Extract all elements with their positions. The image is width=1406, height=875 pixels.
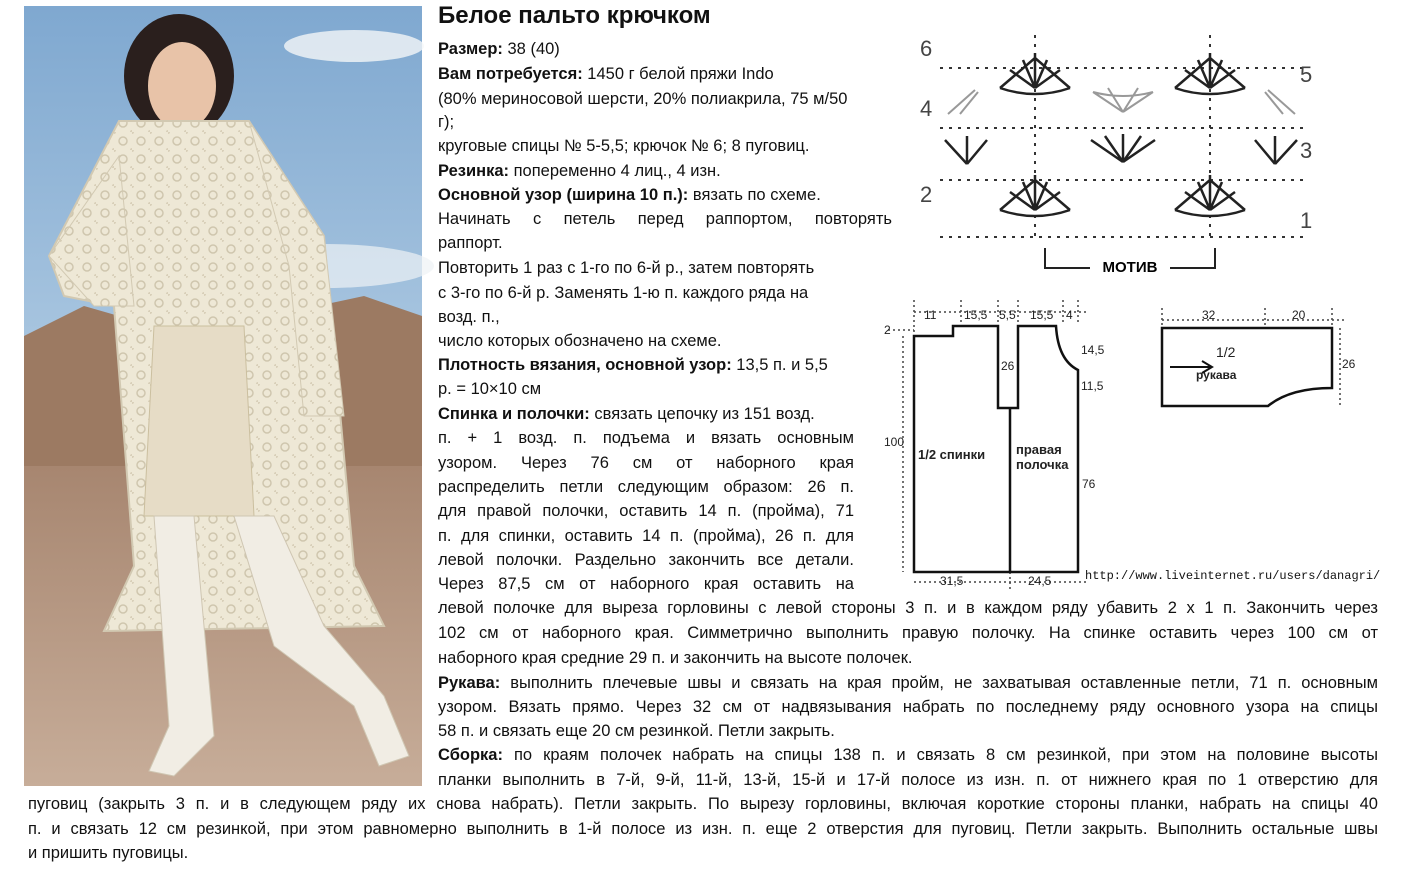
assembly-line-5: и пришить пуговицы.: [28, 844, 189, 862]
back-fronts-line-2: п. + 1 возд. п. подъема и вязать основным: [438, 429, 854, 447]
assembly-line-3: пуговиц (закрыть 3 п. и в следующем ряду их снова набрать). Петли закрыть. По вырезу горловины, включая короткие стороны планки, набрать на спицы 40: [28, 795, 1378, 813]
measure-14-5: 14,5: [1081, 343, 1105, 357]
main-pattern-text: вязать по схеме.: [688, 186, 821, 204]
front-label-line-1: правая: [1016, 442, 1062, 457]
materials-label: Вам потребуется:: [438, 65, 583, 83]
back-fronts-text: связать цепочку из 151 возд.: [589, 405, 815, 423]
row-number-2: 2: [920, 182, 933, 207]
main-pattern-line-1: [438, 183, 821, 207]
size-line: [438, 37, 560, 61]
assembly-label: Сборка:: [438, 746, 503, 764]
row-number-1: 1: [1300, 208, 1313, 233]
assembly-line-4: п. и связать 12 см резинкой, при этом равномерно выполнить в 1-й полосе из изн. п. еще 2 отверстия для пуговиц. Петли закрыть. Выполнить остальные швы: [28, 820, 1378, 838]
measure-100: 100: [884, 435, 905, 449]
assembly-line-2: планки выполнить в 7-й, 9-й, 11-й, 13-й, 15-й и 17-й полосе из изн. п. от нижнего края по 1 отверстию для: [438, 771, 1378, 789]
back-fronts-line-6: п. для спинки, оставить 14 п. (пройма), 26 п. для: [438, 527, 854, 545]
measure-2: 2: [884, 323, 891, 337]
measure-5-5: 5,5: [999, 308, 1016, 322]
main-pattern-line-6: возд. п.,: [438, 308, 500, 326]
measure-11-5: 11,5: [1081, 379, 1104, 393]
sleeve-label-fraction: 1/2: [1216, 344, 1236, 360]
model-photo-illustration: [24, 6, 422, 786]
main-pattern-line-5: с 3-го по 6-й р. Заменять 1-ю п. каждого ряда на: [438, 284, 809, 302]
measure-76: 76: [1082, 477, 1096, 491]
materials-yarn: 1450 г белой пряжи Indo: [582, 65, 774, 83]
size-value: 38 (40): [502, 40, 560, 58]
row-number-5: 5: [1300, 62, 1313, 87]
measure-armhole-26: 26: [1001, 359, 1015, 373]
measure-4: 4: [1066, 308, 1073, 322]
materials-line-2: (80% мериносовой шерсти, 20% полиакрила, 75 м/50: [438, 90, 848, 108]
back-fronts-label: Спинка и полочки:: [438, 405, 590, 423]
sleeve-schematic: [1150, 300, 1360, 420]
sleeve-measure-20: 20: [1292, 308, 1306, 322]
size-label: Размер:: [438, 40, 503, 58]
sleeve-measure-26: 26: [1342, 357, 1356, 371]
rib-text: попеременно 4 лиц., 4 изн.: [509, 162, 721, 180]
main-pattern-line-7: число которых обозначено на схеме.: [438, 332, 722, 350]
gauge-label: Плотность вязания, основной узор:: [438, 356, 732, 374]
back-fronts-line-1: [438, 402, 815, 426]
gauge-line-1: [438, 353, 828, 377]
measure-15-5-b: 15,5: [1030, 308, 1054, 322]
back-label: 1/2 спинки: [918, 447, 986, 462]
back-fronts-line-7: левой полочки. Раздельно закончить все детали.: [438, 551, 854, 569]
page-title: Белое пальто крючком: [438, 2, 711, 29]
main-pattern-line-2: Начинать с петель перед раппортом, повторять: [438, 210, 892, 228]
materials-line-1: [438, 62, 774, 86]
assembly-line-1: [438, 743, 1378, 767]
gauge-line-2: р. = 10×10 см: [438, 380, 542, 398]
back-fronts-line-3: узором. Через 76 см от наборного края: [438, 454, 854, 472]
sleeves-line-3: 58 п. и связать еще 20 см резинкой. Петли закрыть.: [438, 722, 835, 740]
back-fronts-wide-line-1: левой полочке для выреза горловины с левой стороны 3 п. и в каждом ряду убавить 2 х 1 п. Закончить через: [438, 599, 1378, 617]
gauge-text: 13,5 п. и 5,5: [731, 356, 828, 374]
back-fronts-line-8: Через 87,5 см от наборного края оставить на: [438, 575, 854, 593]
motif-chart: [905, 30, 1345, 280]
sleeves-line-2: узором. Вязать прямо. Через 32 см от надвязывания набрать по последнему ряду основного узора на спицы: [438, 698, 1378, 716]
assembly-text: по краям полочек набрать на спицы 138 п. и связать 8 см резинкой, при этом на половине высоты: [502, 746, 1378, 764]
sleeves-text: выполнить плечевые швы и связать на края пройм, не захватывая оставленные петли, 71 п. основным: [500, 674, 1378, 692]
back-fronts-wide-line-3: наборного края средние 29 п. и закончить на высоте полочек.: [438, 649, 913, 667]
measure-15-5-a: 15,5: [964, 308, 988, 322]
measure-11: 11: [924, 308, 937, 322]
sleeves-label: Рукава:: [438, 674, 501, 692]
rib-label: Резинка:: [438, 162, 510, 180]
sleeve-measure-32: 32: [1202, 308, 1216, 322]
fan-symbol-group: [945, 53, 1297, 216]
main-pattern-line-4: Повторить 1 раз с 1-го по 6-й р., затем повторять: [438, 259, 815, 277]
materials-line-3: г);: [438, 113, 455, 131]
main-pattern-line-3: раппорт.: [438, 234, 503, 252]
source-url: http://www.liveinternet.ru/users/danagri/: [1085, 569, 1381, 583]
model-photo: [24, 6, 422, 786]
motif-caption: МОТИВ: [1102, 259, 1158, 276]
sleeve-label: рукава: [1196, 368, 1237, 382]
body-schematic: [878, 300, 1105, 590]
front-label-line-2: полочка: [1016, 457, 1069, 472]
rib-line: [438, 159, 721, 183]
sleeves-line-1: [438, 671, 1378, 695]
row-number-3: 3: [1300, 138, 1313, 163]
row-number-4: 4: [920, 96, 933, 121]
back-fronts-line-4: распределить петли следующим образом: 26 п.: [438, 478, 854, 496]
back-fronts-line-5: для правой полочки, оставить 14 п. (пройма), 71: [438, 502, 854, 520]
back-fronts-wide-line-2: 102 см от наборного края. Симметрично выполнить правую полочку. На спинке оставить через 100 см от: [438, 624, 1378, 642]
measure-31-5: 31,5: [940, 574, 964, 588]
materials-line-4: круговые спицы № 5-5,5; крючок № 6; 8 пуговиц.: [438, 137, 810, 155]
main-pattern-label: Основной узор (ширина 10 п.):: [438, 186, 689, 204]
measure-24-5: 24,5: [1028, 574, 1052, 588]
row-number-6: 6: [920, 36, 933, 61]
